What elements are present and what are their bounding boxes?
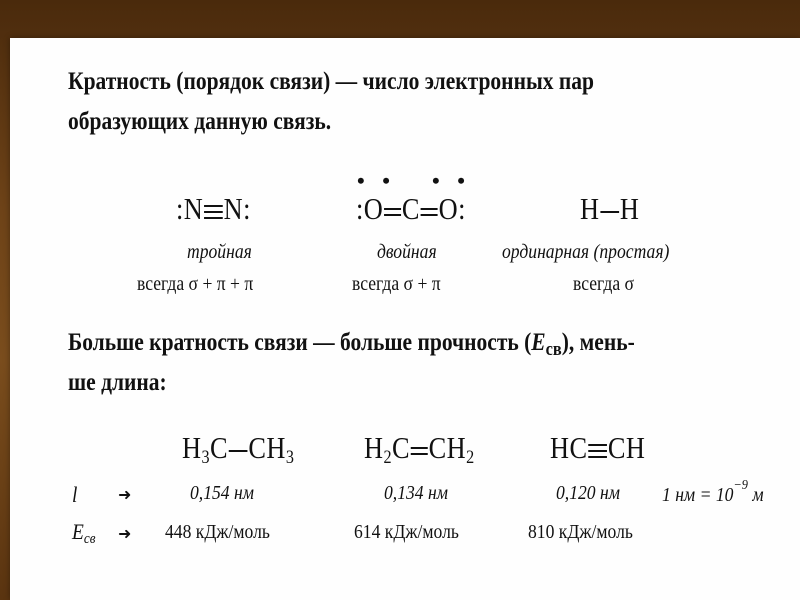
atom-o-right: O [438, 191, 459, 226]
definition-rest: число электронных пар [362, 68, 594, 95]
bond-kind-triple: тройная [187, 241, 252, 263]
double-bond [383, 204, 402, 220]
length-ethene: 0,134 нм [384, 482, 448, 504]
bond-composition-double: всегда σ + π [352, 273, 441, 295]
double-bond [410, 443, 429, 459]
atom-h-right: H [619, 191, 640, 226]
energy-ethane: 448 кДж/моль [165, 521, 270, 543]
formula-n2 [176, 191, 251, 227]
rule-line-2: ше длина: [68, 369, 167, 396]
lone-pair-colon: : [176, 191, 184, 226]
atom-n-left: N [183, 191, 204, 226]
lone-pair-dots-left: • • [357, 168, 396, 193]
double-bond [420, 204, 439, 220]
single-bond [600, 211, 619, 213]
bond-composition-triple: всегда σ + π + π [137, 273, 254, 295]
arrow-icon: ➜ [118, 526, 132, 543]
formula-h2 [580, 191, 639, 227]
lone-pair-dots-right: • • [432, 168, 471, 193]
lone-pair-colon: : [356, 191, 364, 226]
lone-pair-colon: : [243, 191, 251, 226]
energy-ethene: 614 кДж/моль [354, 521, 459, 543]
definition-line-1 [68, 68, 594, 96]
definition-term: Кратность (порядок связи) [68, 68, 331, 95]
bond-kind-single: ординарная (простая) [502, 241, 670, 263]
energy-symbol: E [531, 329, 546, 356]
atom-n-right: N [223, 191, 244, 226]
triple-bond [203, 202, 223, 222]
bond-kind-double: двойная [377, 241, 437, 263]
lone-pair-colon: : [458, 191, 466, 226]
atom-h-left: H [580, 191, 600, 226]
single-bond [229, 450, 248, 452]
energy-ethyne: 810 кДж/моль [528, 521, 633, 543]
atom-c: C [401, 191, 420, 226]
formula-ethane: $H_3C$ $CH_3$ [182, 430, 295, 468]
atom-o-left: O [363, 191, 384, 226]
formula-co2 [356, 191, 466, 227]
arrow-icon: ➜ [118, 487, 132, 504]
definition-line-2: образующих данную связь. [68, 108, 332, 135]
formula-ethyne: HC CH [550, 430, 646, 465]
unit-note: 1 нм = $10^{-9}$ м [662, 478, 764, 506]
formula-ethene: $H_2C$ $CH_2$ [364, 430, 475, 468]
length-symbol: l [72, 482, 78, 507]
slide-page [10, 38, 800, 600]
energy-row-symbol: $E_{св}$ [72, 519, 96, 547]
definition-dash: — [335, 68, 358, 95]
length-ethyne: 0,120 нм [556, 482, 620, 504]
rule-line-1: Больше кратность связи — больше прочность $(E_{св})$, мень- [68, 329, 635, 360]
length-ethane: 0,154 нм [190, 482, 254, 504]
bond-composition-single: всегда σ [573, 273, 635, 295]
triple-bond [587, 441, 607, 461]
